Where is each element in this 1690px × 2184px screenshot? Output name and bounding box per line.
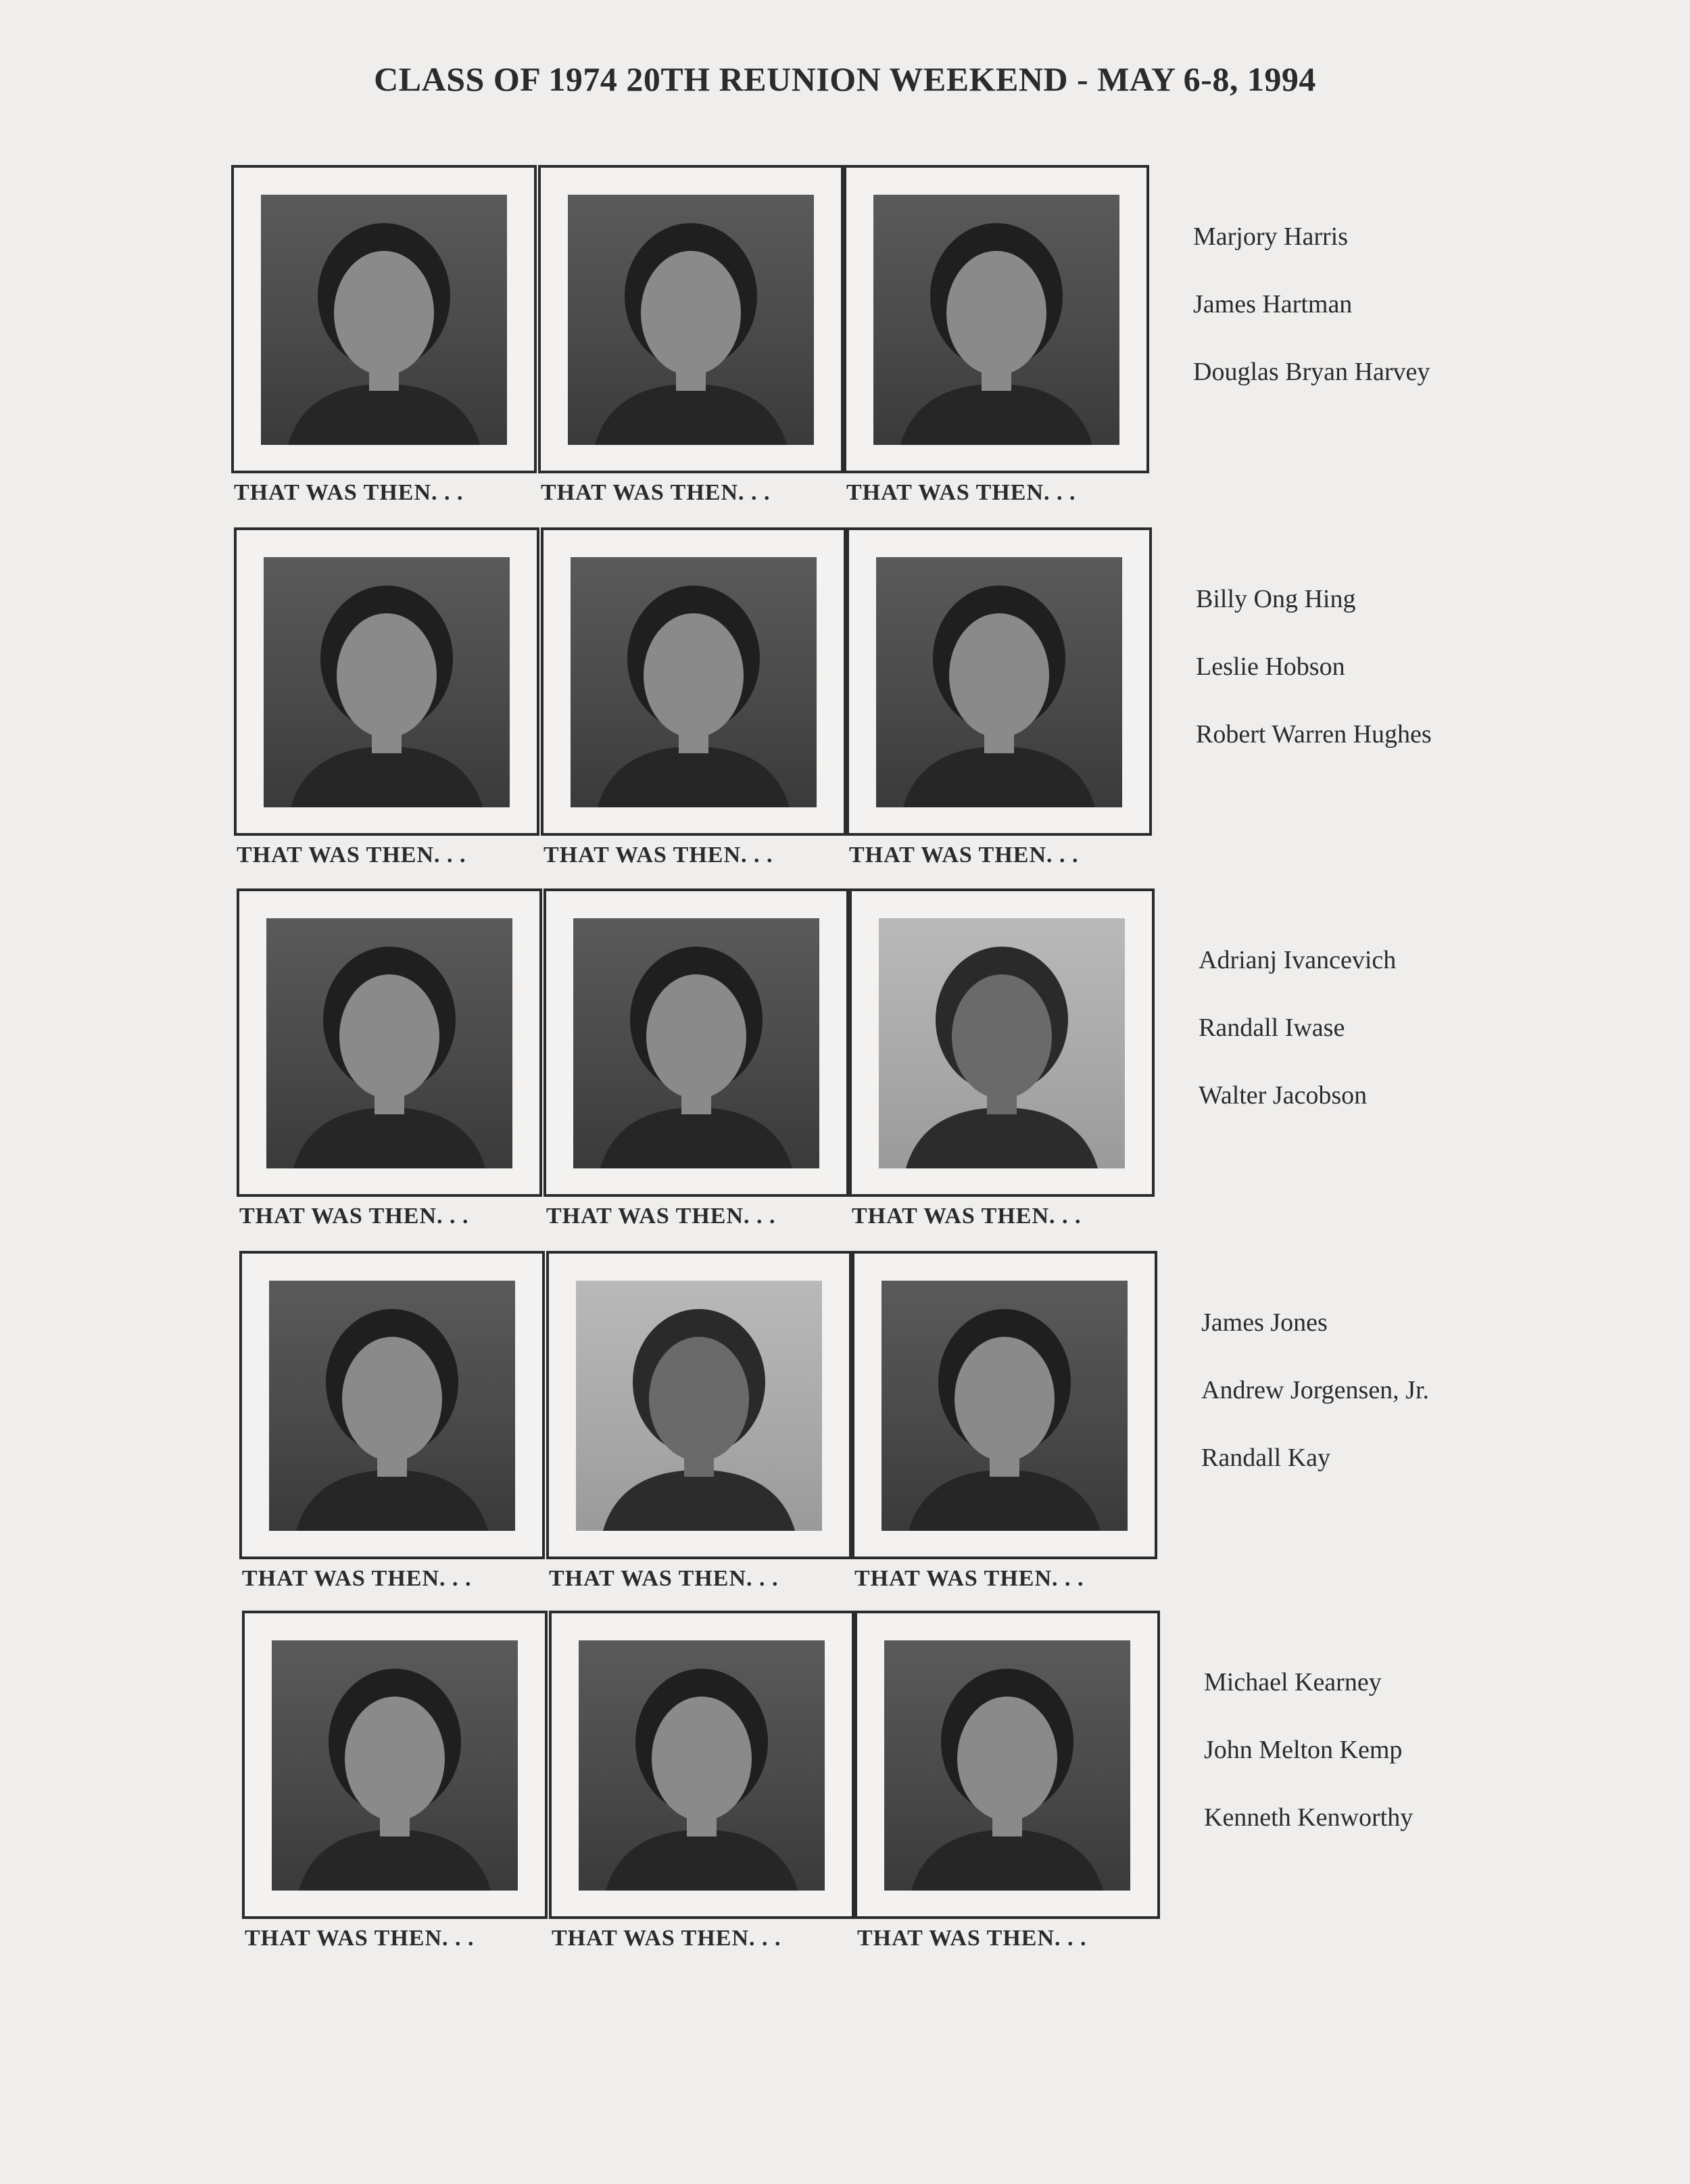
portrait-photo: [882, 1281, 1128, 1531]
portrait-frame: [239, 1251, 545, 1559]
page-title: CLASS OF 1974 20TH REUNION WEEKEND - MAY 6-8, 1994: [374, 60, 1316, 98]
portrait-photo: [571, 557, 817, 807]
photo-caption: THAT WAS THEN. . .: [245, 1926, 475, 1951]
person-name: Randall Kay: [1201, 1444, 1331, 1472]
portrait-frame: [231, 165, 537, 473]
portrait-frame: [538, 165, 844, 473]
name-list: [1196, 565, 1669, 768]
portrait-frame: [242, 1611, 548, 1919]
person-name: Douglas Bryan Harvey: [1193, 358, 1430, 386]
portrait-frame: [544, 888, 849, 1197]
portrait-row: [0, 165, 1690, 530]
portrait-row: [0, 527, 1690, 893]
portrait-frame: [546, 1251, 852, 1559]
portrait-photo: [573, 918, 819, 1168]
person-name: Billy Ong Hing: [1196, 585, 1356, 613]
name-list: [1199, 926, 1672, 1129]
portrait-photo: [876, 557, 1122, 807]
portrait-frame: [844, 165, 1149, 473]
person-name: Marjory Harris: [1193, 222, 1348, 251]
photo-caption: THAT WAS THEN. . .: [846, 480, 1076, 505]
person-name: Robert Warren Hughes: [1196, 720, 1432, 749]
portrait-frame: [237, 888, 542, 1197]
portrait-photo: [272, 1640, 518, 1891]
photo-caption: THAT WAS THEN. . .: [546, 1204, 776, 1229]
person-name: James Hartman: [1193, 290, 1353, 318]
portrait-photo: [261, 195, 507, 445]
person-name: John Melton Kemp: [1204, 1736, 1403, 1764]
portrait-photo: [579, 1640, 825, 1891]
photo-caption: THAT WAS THEN. . .: [857, 1926, 1087, 1951]
photo-caption: THAT WAS THEN. . .: [849, 842, 1079, 868]
portrait-frame: [549, 1611, 854, 1919]
person-name: Randall Iwase: [1199, 1014, 1345, 1042]
portrait-frame: [234, 527, 539, 836]
portrait-photo: [269, 1281, 515, 1531]
photo-caption: THAT WAS THEN. . .: [854, 1566, 1084, 1591]
person-name: Andrew Jorgensen, Jr.: [1201, 1376, 1430, 1404]
name-list: [1201, 1289, 1674, 1492]
photo-caption: THAT WAS THEN. . .: [544, 842, 773, 868]
portrait-frame: [854, 1611, 1160, 1919]
portrait-photo: [264, 557, 510, 807]
photo-caption: THAT WAS THEN. . .: [549, 1566, 779, 1591]
portrait-frame: [852, 1251, 1157, 1559]
portrait-photo: [568, 195, 814, 445]
portrait-frame: [541, 527, 846, 836]
portrait-photo: [576, 1281, 822, 1531]
person-name: Kenneth Kenworthy: [1204, 1803, 1414, 1832]
portrait-photo: [879, 918, 1125, 1168]
person-name: Leslie Hobson: [1196, 652, 1345, 681]
photo-caption: THAT WAS THEN. . .: [237, 842, 466, 868]
photo-caption: THAT WAS THEN. . .: [242, 1566, 472, 1591]
photo-caption: THAT WAS THEN. . .: [552, 1926, 781, 1951]
portrait-frame: [846, 527, 1152, 836]
name-list: [1193, 203, 1666, 406]
portrait-photo: [873, 195, 1119, 445]
photo-caption: THAT WAS THEN. . .: [239, 1204, 469, 1229]
portrait-row: [0, 888, 1690, 1254]
person-name: Adrianj Ivancevich: [1199, 946, 1397, 974]
portrait-frame: [849, 888, 1155, 1197]
portrait-photo: [266, 918, 512, 1168]
portrait-row: [0, 1611, 1690, 1976]
person-name: Walter Jacobson: [1199, 1081, 1368, 1110]
photo-caption: THAT WAS THEN. . .: [541, 480, 771, 505]
person-name: Michael Kearney: [1204, 1668, 1382, 1696]
photo-caption: THAT WAS THEN. . .: [852, 1204, 1082, 1229]
photo-caption: THAT WAS THEN. . .: [234, 480, 464, 505]
portrait-row: [0, 1251, 1690, 1616]
person-name: James Jones: [1201, 1308, 1328, 1337]
portrait-photo: [884, 1640, 1130, 1891]
name-list: [1204, 1648, 1677, 1851]
